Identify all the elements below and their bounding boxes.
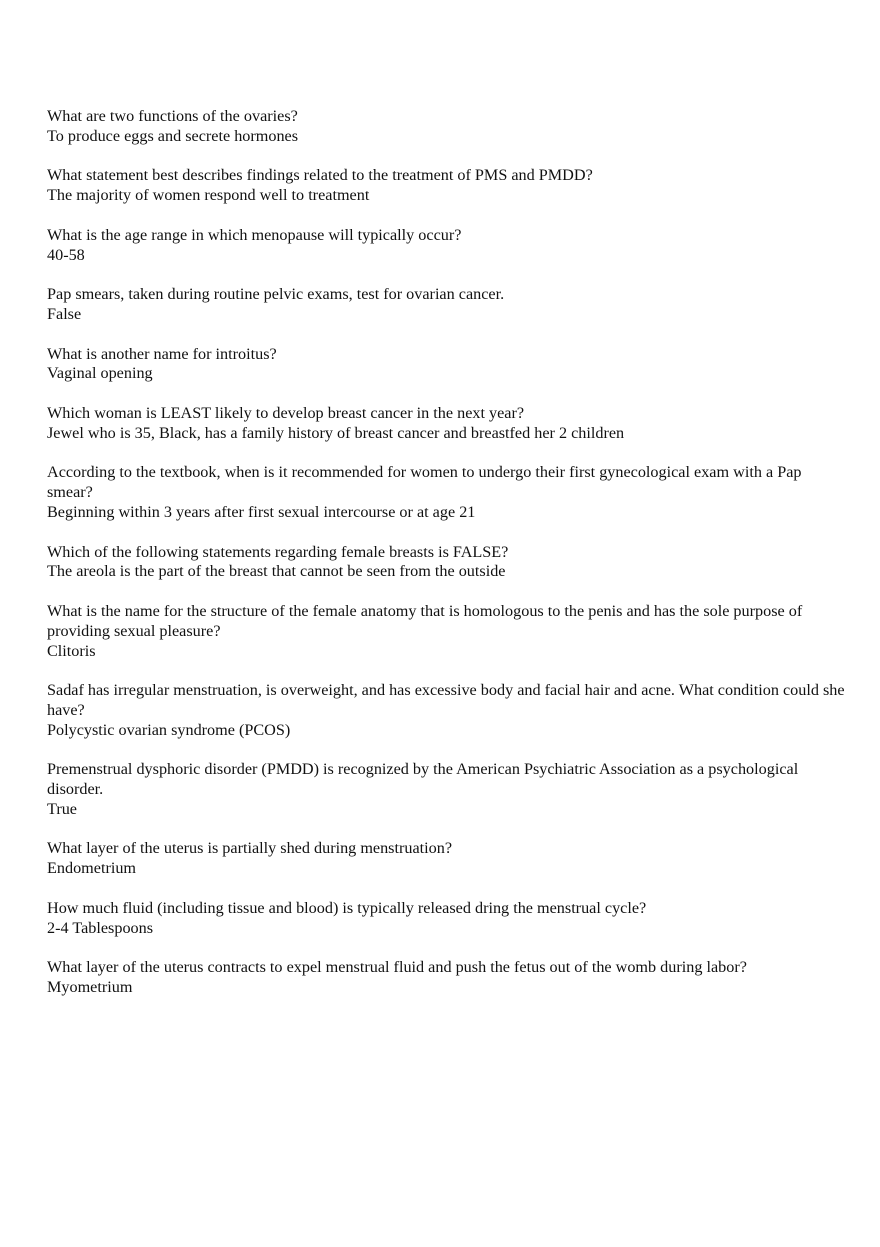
qa-item — [47, 345, 847, 385]
qa-item — [47, 166, 847, 206]
answer-text: True — [47, 799, 77, 818]
answer-text: Endometrium — [47, 859, 137, 878]
answer-text: Vaginal opening — [47, 364, 153, 383]
answer-text: Polycystic ovarian syndrome (PCOS) — [47, 720, 291, 739]
qa-item — [47, 404, 847, 444]
qa-item — [47, 463, 847, 522]
question-text: Which of the following statements regarding female breasts is FALSE? — [47, 542, 509, 561]
answer-text: Jewel who is 35, Black, has a family history of breast cancer and breastfed her 2 children — [47, 423, 625, 442]
question-text: What is the name for the structure of the female anatomy that is homologous to the penis and has the sole purpose of providing sexual pleasure? — [47, 601, 803, 640]
qa-item — [47, 958, 847, 998]
question-text: Sadaf has irregular menstruation, is overweight, and has excessive body and facial hair and acne. What condition could she have? — [47, 681, 845, 719]
question-text: What is the age range in which menopause will typically occur? — [47, 225, 462, 244]
answer-text: The majority of women respond well to treatment — [47, 186, 370, 205]
answer-text: False — [47, 304, 82, 323]
question-text: Pap smears, taken during routine pelvic exams, test for ovarian cancer. — [47, 285, 505, 304]
answer-text: To produce eggs and secrete hormones — [47, 126, 299, 145]
question-text: What is another name for introitus? — [47, 344, 277, 363]
answer-text: 40-58 — [47, 245, 85, 264]
answer-text: Beginning within 3 years after first sexual intercourse or at age 21 — [47, 502, 476, 521]
qa-item — [47, 760, 847, 819]
answer-text: Myometrium — [47, 978, 133, 997]
answer-text: 2-4 Tablespoons — [47, 918, 154, 937]
answer-text: The areola is the part of the breast that cannot be seen from the outside — [47, 562, 506, 581]
answer-text: Clitoris — [47, 641, 96, 660]
qa-item — [47, 226, 847, 266]
qa-item — [47, 681, 847, 740]
qa-item — [47, 543, 847, 583]
qa-item — [47, 899, 847, 939]
qa-list — [47, 107, 847, 1018]
question-text: What layer of the uterus contracts to expel menstrual fluid and push the fetus out of the womb during labor? — [47, 958, 747, 977]
question-text: Which woman is LEAST likely to develop breast cancer in the next year? — [47, 403, 525, 422]
question-text: What layer of the uterus is partially shed during menstruation? — [47, 839, 453, 858]
question-text: How much fluid (including tissue and blood) is typically released dring the menstrual cycle? — [47, 898, 647, 917]
question-text: According to the textbook, when is it recommended for women to undergo their first gynecological exam with a Pap smear? — [47, 463, 802, 502]
question-text: What are two functions of the ovaries? — [47, 107, 298, 125]
question-text: What statement best describes findings related to the treatment of PMS and PMDD? — [47, 166, 593, 185]
qa-item — [47, 285, 847, 325]
qa-item — [47, 602, 847, 661]
qa-item — [47, 839, 847, 879]
qa-item — [47, 107, 847, 147]
question-text: Premenstrual dysphoric disorder (PMDD) is recognized by the American Psychiatric Association as a psychological disorder. — [47, 760, 799, 799]
